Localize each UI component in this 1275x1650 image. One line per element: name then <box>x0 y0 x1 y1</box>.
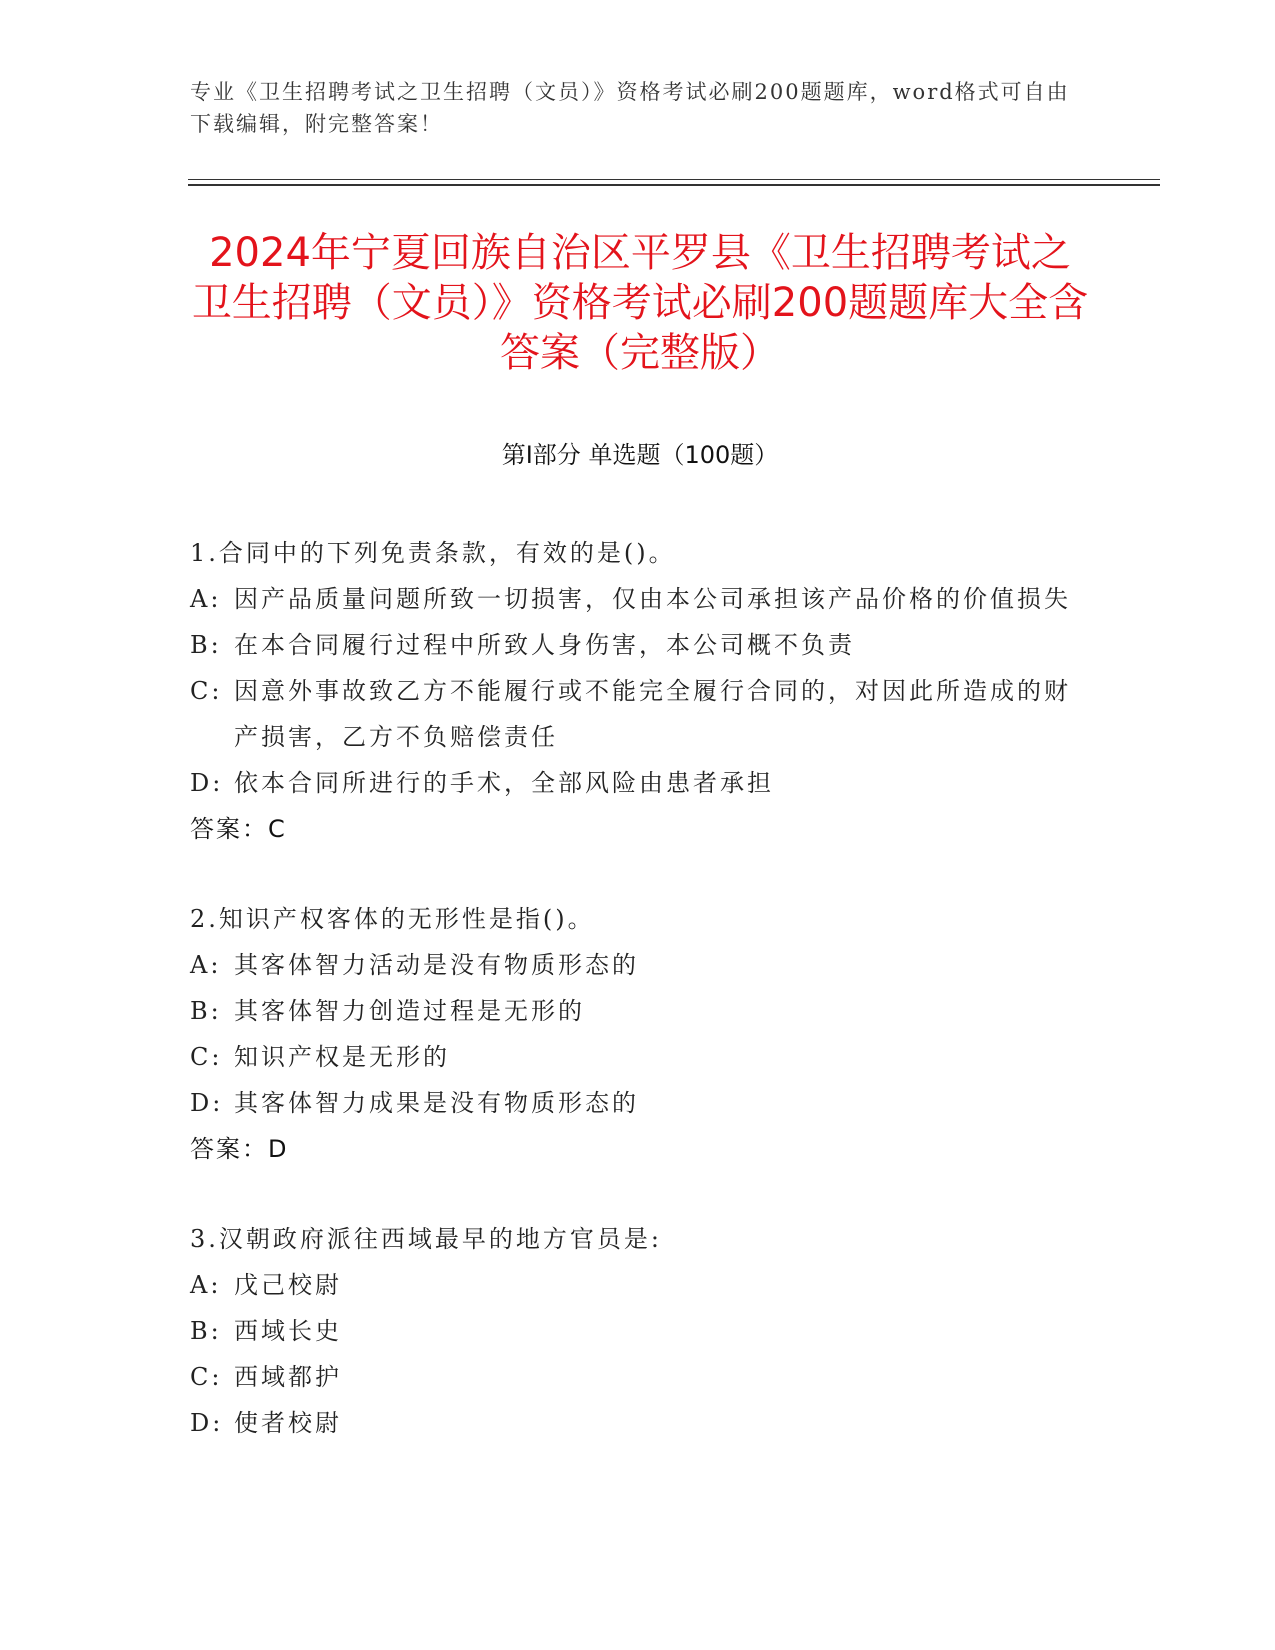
option-text: 使者校尉 <box>234 1409 342 1437</box>
option-text: 西域都护 <box>234 1363 342 1391</box>
option-text: 戊己校尉 <box>234 1271 342 1299</box>
option-text: 在本合同履行过程中所致人身伤害，本公司概不负责 <box>234 631 855 659</box>
section-title: 第Ⅰ部分 单选题（100题） <box>501 441 779 469</box>
option-key: A: <box>190 1271 222 1299</box>
answer-line: 答案：C <box>190 815 287 843</box>
question-stem: 3.汉朝政府派往西域最早的地方官员是: <box>190 1225 662 1253</box>
option-d <box>190 1400 1080 1446</box>
option-text: 其客体智力活动是没有物质形态的 <box>234 951 639 979</box>
question-3 <box>190 1216 1080 1446</box>
answer-line: 答案：D <box>190 1135 289 1163</box>
question-stem: 2.知识产权客体的无形性是指()。 <box>190 905 595 933</box>
header-divider-thick <box>188 184 1160 186</box>
option-key: D: <box>190 1089 224 1117</box>
option-key: C: <box>190 677 223 705</box>
question-2 <box>190 896 1080 1172</box>
option-text: 因产品质量问题所致一切损害，仅由本公司承担该产品价格的价值损失 <box>234 585 1071 613</box>
option-key: A: <box>190 951 222 979</box>
option-b <box>190 988 1080 1034</box>
option-key: B: <box>190 631 222 659</box>
option-b <box>190 1308 1080 1354</box>
option-b <box>190 622 1080 668</box>
option-key: A: <box>190 585 222 613</box>
document-title: 2024年宁夏回族自治区平罗县《卫生招聘考试之卫生招聘（文员）》资格考试必刷200题题库大全含答案（完整版） <box>191 230 1089 376</box>
option-a <box>190 942 1080 988</box>
option-c <box>190 1034 1080 1080</box>
option-text: 其客体智力创造过程是无形的 <box>234 997 585 1025</box>
option-d <box>190 1080 1080 1126</box>
option-text: 因意外事故致乙方不能履行或不能完全履行合同的，对因此所造成的财产损害，乙方不负赔偿责任 <box>234 677 1071 751</box>
option-key: B: <box>190 1317 222 1345</box>
option-a <box>190 576 1080 622</box>
option-key: D: <box>190 769 224 797</box>
option-key: D: <box>190 1409 224 1437</box>
header-divider-thin <box>188 179 1160 180</box>
option-text: 依本合同所进行的手术，全部风险由患者承担 <box>234 769 774 797</box>
option-key: C: <box>190 1363 223 1391</box>
option-key: C: <box>190 1043 223 1071</box>
question-list <box>190 530 1080 1490</box>
question-stem: 1.合同中的下列免责条款，有效的是()。 <box>190 539 676 567</box>
option-d <box>190 760 1080 806</box>
option-key: B: <box>190 997 222 1025</box>
option-c <box>190 1354 1080 1400</box>
option-text: 其客体智力成果是没有物质形态的 <box>234 1089 639 1117</box>
header-note: 专业《卫生招聘考试之卫生招聘（文员）》资格考试必刷200题题库，word格式可自由下载编辑，附完整答案！ <box>190 80 1070 136</box>
option-text: 知识产权是无形的 <box>234 1043 450 1071</box>
option-text: 西域长史 <box>234 1317 342 1345</box>
option-a <box>190 1262 1080 1308</box>
question-1 <box>190 530 1080 852</box>
option-c <box>190 668 1080 760</box>
